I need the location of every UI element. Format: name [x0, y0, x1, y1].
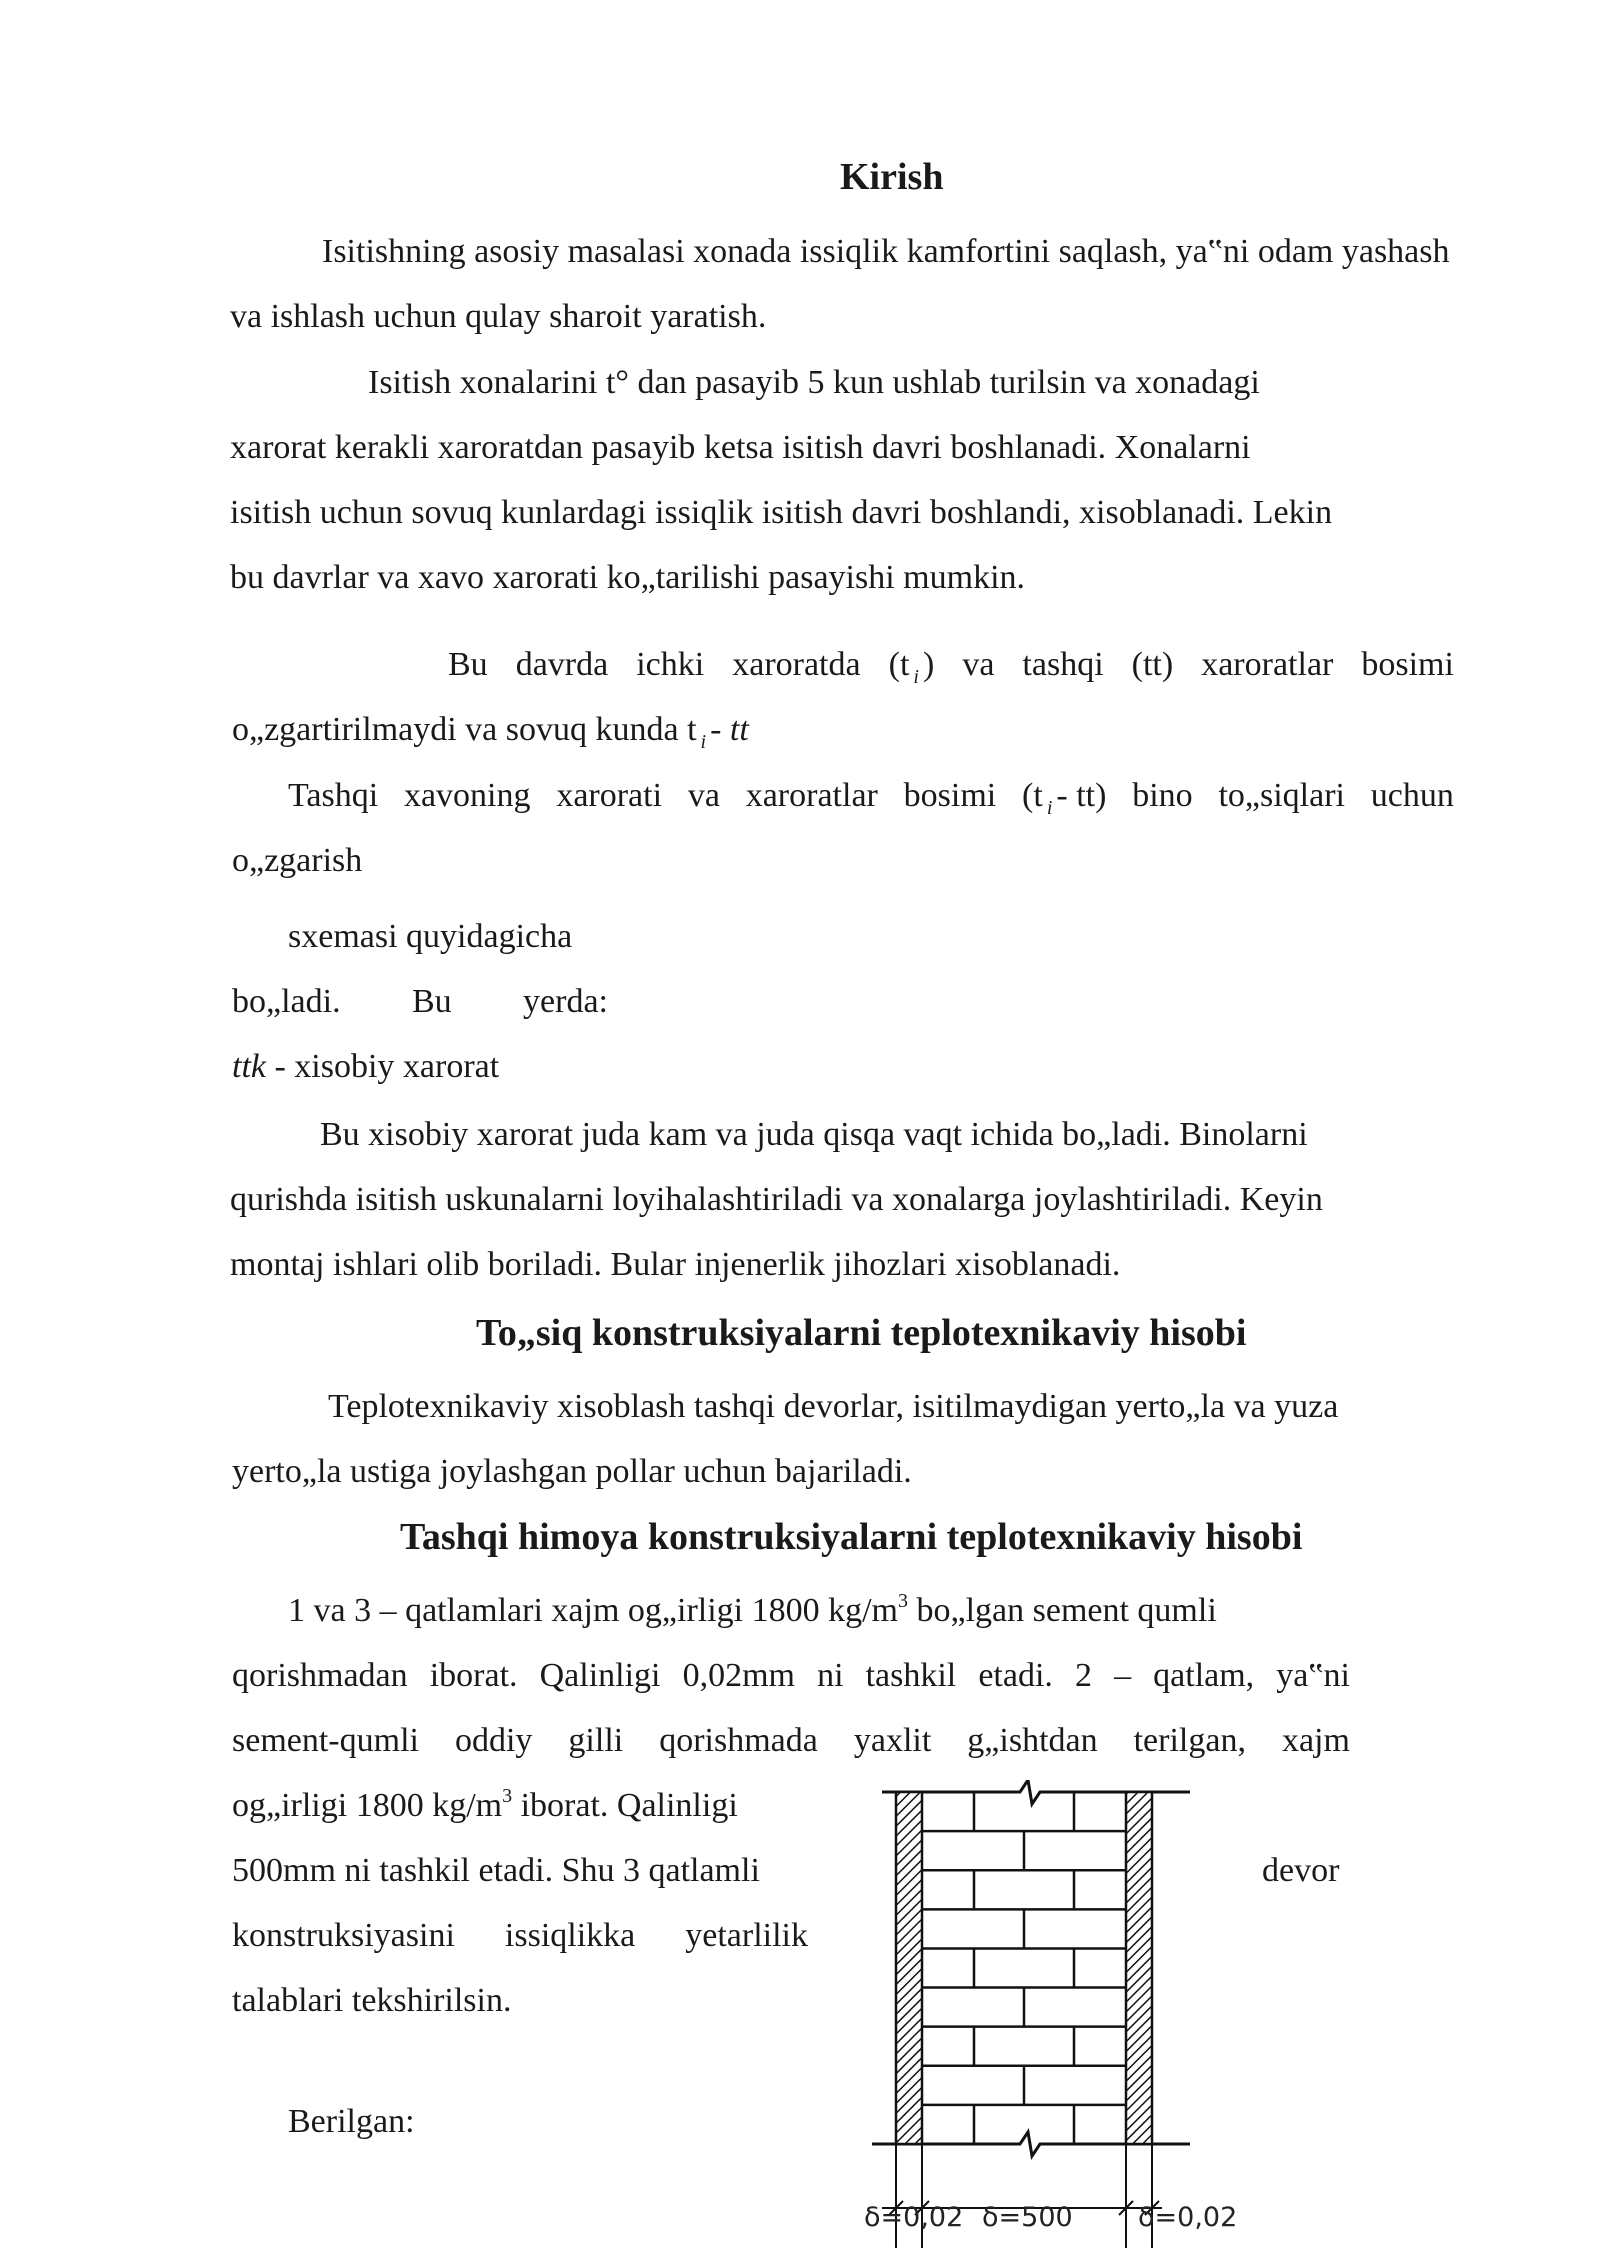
p8-line7: talablari tekshirilsin.	[232, 1982, 512, 2019]
dim-right: δ=0,02	[1138, 2202, 1238, 2233]
p8-line5: 500mm ni tashkil etadi. Shu 3 qatlamli	[232, 1852, 760, 1889]
p8-line4: og„irligi 1800 $kg/m^3$ iborat. Qalinligi	[232, 1785, 738, 1824]
p4-line1: Tashqi xavoning xarorati va xaroratlar bosimi (t $_i$ - tt) bino to„siqlari uchun	[288, 777, 1454, 819]
p3-line1: Bu davrda ichki xaroratda (t $_i$ ) va tashqi (tt) xaroratlar bosimi	[448, 646, 1454, 688]
p2-line3: isitish uchun sovuq kunlardagi issiqlik isitish davri boshlandi, xisoblanadi. Lekin	[230, 494, 1333, 531]
dim-left: δ=0,02	[864, 2202, 964, 2233]
brick-courses	[922, 1792, 1126, 2144]
given-label: Berilgan:	[288, 2103, 415, 2140]
p8-line1: 1 va 3 – qatlamlari xajm og„irligi 1800 $kg/m^3$ bo„lgan sement qumli	[288, 1590, 1217, 1629]
p3-line2: o„zgartirilmaydi va sovuq kunda t $_i$ - tt	[232, 711, 749, 753]
p1-line2: va ishlash uchun qulay sharoit yaratish.	[230, 298, 767, 335]
heading-intro: Kirish	[840, 156, 944, 198]
p6-line1: Bu xisobiy xarorat juda kam va juda qisqa vaqt ichida bo„ladi. Binolarni	[320, 1116, 1308, 1153]
p1-line1: Isitishning asosiy masalasi xonada issiqlik kamfortini saqlash, ya‟ni odam yashash	[322, 233, 1450, 270]
p7-line2: yerto„la ustiga joylashgan pollar uchun bajariladi.	[232, 1453, 912, 1490]
plaster-layer-right	[1126, 1792, 1152, 2144]
p8-line6: konstruksiyasini issiqlikka yetarlilik	[232, 1917, 808, 1954]
p6-line2: qurishda isitish uskunalarni loyihalashtiriladi va xonalarga joylashtiriladi. Keyin	[230, 1181, 1323, 1218]
p6-line3: montaj ishlari olib boriladi. Bular injenerlik jihozlari xisoblanadi.	[230, 1246, 1121, 1283]
p8-line3: sement-qumli oddiy gilli qorishmada yaxlit g„ishtdan terilgan, xajm	[232, 1722, 1350, 1759]
p8-line5-end: devor	[1262, 1852, 1340, 1889]
p2-line1: Isitish xonalarini t° dan pasayib 5 kun ushlab turilsin va xonadagi	[368, 364, 1260, 401]
p8-line2: qorishmadan iborat. Qalinligi 0,02mm ni tashkil etadi. 2 – qatlam, ya‟ni	[232, 1657, 1350, 1694]
heading-section-2: To„siq konstruksiyalarni teplotexnikaviy hisobi	[476, 1312, 1247, 1354]
p5-line2: bo„ladi. Bu yerda:	[232, 983, 608, 1020]
p5-line1: sxemasi quyidagicha	[288, 918, 573, 955]
p7-line1: Teplotexnikaviy xisoblash tashqi devorlar, isitilmaydigan yerto„la va yuza	[328, 1388, 1339, 1425]
heading-section-3: Tashqi himoya konstruksiyalarni teplotexnikaviy hisobi	[400, 1516, 1303, 1558]
p2-line2: xarorat kerakli xaroratdan pasayib ketsa isitish davri boshlanadi. Xonalarni	[230, 429, 1251, 466]
p4-line2: o„zgarish	[232, 842, 363, 879]
p2-line4: bu davrlar va xavo xarorati ko„tarilishi pasayishi mumkin.	[230, 559, 1026, 596]
wall-section-figure	[862, 1780, 1242, 2250]
plaster-layer-left	[896, 1792, 922, 2144]
p5-line3: ttk - xisobiy xarorat	[232, 1048, 500, 1085]
dim-mid: δ=500	[982, 2202, 1073, 2233]
